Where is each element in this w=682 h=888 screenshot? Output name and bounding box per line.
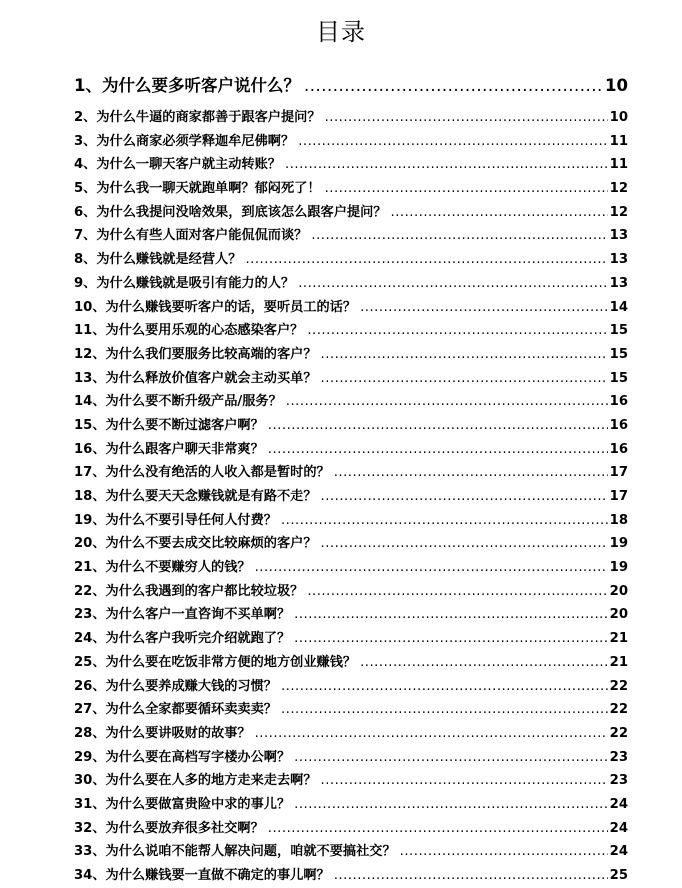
toc-leader-dots <box>321 489 608 504</box>
toc-entry[interactable] <box>74 72 628 98</box>
toc-entry-page-number: 25 <box>609 868 628 883</box>
toc-leader-dots <box>268 418 608 433</box>
toc-entry-page-number: 13 <box>609 228 628 244</box>
toc-leader-dots <box>285 157 608 172</box>
toc-entry[interactable] <box>74 698 628 722</box>
toc-entry[interactable] <box>74 153 628 177</box>
toc-entry-title: 2、为什么牛逼的商家都善于跟客户提问？ <box>74 110 321 125</box>
toc-entry[interactable] <box>74 177 628 201</box>
toc-entry-title: 27、为什么全家都要循环卖卖卖？ <box>74 702 277 718</box>
toc-leader-dots <box>360 300 608 315</box>
toc-entry-title: 28、为什么要讲吸财的故事？ <box>74 725 251 741</box>
toc-entry[interactable] <box>74 248 628 272</box>
toc-leader-dots <box>325 181 608 196</box>
toc-entry-page-number: 12 <box>609 181 628 197</box>
toc-entry-page-number: 20 <box>609 583 628 599</box>
toc-entry[interactable] <box>74 840 628 864</box>
toc-entry[interactable] <box>74 627 628 651</box>
toc-entry[interactable] <box>74 201 628 225</box>
toc-entry-page-number: 19 <box>609 560 628 576</box>
toc-entry-title: 16、为什么跟客户聊天非常爽？ <box>74 441 264 457</box>
toc-entry-title: 19、为什么不要引导任何人付费？ <box>74 512 277 528</box>
toc-entry[interactable] <box>74 296 628 320</box>
toc-entry-title: 15、为什么要不断过滤客户啊？ <box>74 417 264 433</box>
toc-entry-page-number: 20 <box>609 607 628 623</box>
toc-entry[interactable] <box>74 414 628 438</box>
toc-entry-title: 32、为什么要放弃很多社交啊？ <box>74 820 264 836</box>
toc-entry[interactable] <box>74 532 628 556</box>
toc-entry-title: 20、为什么不要去成交比较麻烦的客户？ <box>74 536 317 552</box>
toc-entry-page-number: 10 <box>609 110 628 125</box>
toc-entry-page-number: 14 <box>609 299 628 315</box>
toc-entry-title: 31、为什么要做富贵险中求的事儿？ <box>74 796 291 812</box>
toc-entry[interactable] <box>74 817 628 841</box>
toc-entry-title: 34、为什么赚钱要一直做不确定的事儿啊？ <box>74 868 330 883</box>
toc-entry-page-number: 22 <box>609 725 628 741</box>
toc-leader-dots <box>311 228 607 243</box>
toc-leader-dots <box>281 679 608 694</box>
toc-leader-dots <box>294 631 607 646</box>
toc-leader-dots <box>321 347 608 362</box>
toc-leader-dots <box>334 465 608 480</box>
toc-leader-dots <box>255 560 608 575</box>
toc-entry-page-number: 21 <box>609 654 628 670</box>
toc-entry-title: 10、为什么赚钱要听客户的话，要听员工的话？ <box>74 299 357 315</box>
toc-list <box>74 72 628 888</box>
toc-entry[interactable] <box>74 769 628 793</box>
toc-leader-dots <box>286 394 608 409</box>
toc-entry[interactable] <box>74 746 628 770</box>
toc-entry-page-number: 22 <box>609 702 628 718</box>
toc-leader-dots <box>321 371 608 386</box>
toc-leader-dots <box>307 323 607 338</box>
toc-entry-page-number: 11 <box>609 133 628 149</box>
toc-entry[interactable] <box>74 319 628 343</box>
toc-entry[interactable] <box>74 651 628 675</box>
toc-leader-dots <box>321 773 608 788</box>
toc-entry-page-number: 10 <box>605 76 628 95</box>
toc-entry-title: 18、为什么要天天念赚钱就是有路不走？ <box>74 489 317 504</box>
toc-entry[interactable] <box>74 675 628 699</box>
toc-entry[interactable] <box>74 272 628 296</box>
toc-leader-dots <box>325 110 608 125</box>
toc-entry-title: 6、为什么我提问没啥效果，到底该怎么跟客户提问？ <box>74 204 387 220</box>
toc-leader-dots <box>391 205 608 220</box>
toc-leader-dots <box>245 252 607 267</box>
toc-leader-dots <box>268 442 608 457</box>
page-title: 目录 <box>316 18 366 46</box>
toc-entry-page-number: 15 <box>609 323 628 339</box>
toc-entry[interactable] <box>74 556 628 580</box>
toc-entry-page-number: 16 <box>609 441 628 457</box>
toc-entry-page-number: 23 <box>609 773 628 789</box>
toc-entry-page-number: 24 <box>609 796 628 812</box>
toc-leader-dots <box>298 276 607 291</box>
toc-leader-dots <box>307 584 607 599</box>
toc-entry-page-number: 17 <box>609 465 628 481</box>
toc-entry-page-number: 24 <box>609 820 628 836</box>
toc-entry-title: 26、为什么要养成赚大钱的习惯？ <box>74 678 277 694</box>
toc-leader-dots <box>281 513 608 528</box>
toc-entry[interactable] <box>74 461 628 485</box>
toc-entry[interactable] <box>74 106 628 130</box>
toc-entry-title: 23、为什么客户一直咨询不买单啊？ <box>74 607 291 623</box>
toc-entry-title: 14、为什么要不断升级产品/服务？ <box>74 394 282 410</box>
toc-entry[interactable] <box>74 390 628 414</box>
toc-leader-dots <box>298 134 607 149</box>
toc-entry-title: 33、为什么说咱不能帮人解决问题，咱就不要搞社交？ <box>74 844 396 860</box>
toc-entry-title: 22、为什么我遇到的客户都比较垃圾？ <box>74 583 304 599</box>
toc-entry-title: 29、为什么要在高档写字楼办公啊？ <box>74 749 291 765</box>
toc-entry[interactable] <box>74 722 628 746</box>
toc-entry-page-number: 12 <box>609 204 628 220</box>
toc-leader-dots <box>294 750 607 765</box>
toc-leader-dots <box>321 536 608 551</box>
toc-entry-page-number: 15 <box>609 370 628 386</box>
toc-entry-page-number: 16 <box>609 417 628 433</box>
toc-entry-title: 12、为什么我们要服务比较高端的客户？ <box>74 346 317 362</box>
toc-leader-dots <box>268 821 608 836</box>
toc-entry[interactable] <box>74 367 628 391</box>
toc-entry-page-number: 13 <box>609 275 628 291</box>
toc-entry[interactable] <box>74 580 628 604</box>
toc-entry[interactable] <box>74 864 628 888</box>
toc-entry-title: 5、为什么我一聊天就跑单啊？郁闷死了！ <box>74 181 321 197</box>
toc-entry-page-number: 24 <box>609 844 628 860</box>
toc-entry-page-number: 16 <box>609 394 628 410</box>
toc-entry-page-number: 17 <box>609 489 628 504</box>
toc-entry[interactable] <box>74 603 628 627</box>
toc-entry-page-number: 21 <box>609 631 628 647</box>
toc-entry-page-number: 22 <box>609 678 628 694</box>
toc-entry[interactable] <box>74 485 628 509</box>
toc-entry-title: 1、为什么要多听客户说什么？ <box>74 76 300 95</box>
toc-entry[interactable] <box>74 343 628 367</box>
toc-entry[interactable] <box>74 130 628 154</box>
toc-leader-dots <box>304 76 603 95</box>
toc-entry-title: 4、为什么一聊天客户就主动转账？ <box>74 157 281 173</box>
toc-entry-page-number: 23 <box>609 749 628 765</box>
toc-entry-title: 30、为什么要在人多的地方走来走去啊？ <box>74 773 317 789</box>
toc-entry-title: 24、为什么客户我听完介绍就跑了？ <box>74 631 291 647</box>
toc-entry-title: 17、为什么没有绝活的人收入都是暂时的？ <box>74 465 330 481</box>
toc-entry[interactable] <box>74 438 628 462</box>
toc-entry-page-number: 19 <box>609 536 628 552</box>
toc-entry[interactable] <box>74 793 628 817</box>
toc-entry-page-number: 13 <box>609 252 628 268</box>
toc-entry-title: 11、为什么要用乐观的心态感染客户？ <box>74 323 304 339</box>
toc-entry-page-number: 18 <box>609 512 628 528</box>
toc-leader-dots <box>334 868 608 883</box>
toc-leader-dots <box>294 797 607 812</box>
toc-entry-title: 9、为什么赚钱就是吸引有能力的人？ <box>74 275 295 291</box>
toc-entry-page-number: 11 <box>609 157 628 173</box>
toc-entry-title: 13、为什么释放价值客户就会主动买单？ <box>74 370 317 386</box>
toc-entry[interactable] <box>74 224 628 248</box>
toc-entry-title: 25、为什么要在吃饭非常方便的地方创业赚钱？ <box>74 654 357 670</box>
toc-entry[interactable] <box>74 509 628 533</box>
toc-leader-dots <box>400 844 608 859</box>
toc-leader-dots <box>294 607 607 622</box>
toc-entry-title: 21、为什么不要赚穷人的钱？ <box>74 560 251 576</box>
toc-entry-title: 8、为什么赚钱就是经营人？ <box>74 252 242 268</box>
toc-leader-dots <box>281 702 608 717</box>
toc-entry-title: 3、为什么商家必须学释迦牟尼佛啊？ <box>74 133 295 149</box>
toc-leader-dots <box>255 726 608 741</box>
toc-entry-page-number: 15 <box>609 346 628 362</box>
toc-leader-dots <box>360 655 608 670</box>
toc-entry-title: 7、为什么有些人面对客户能侃侃而谈？ <box>74 228 308 244</box>
